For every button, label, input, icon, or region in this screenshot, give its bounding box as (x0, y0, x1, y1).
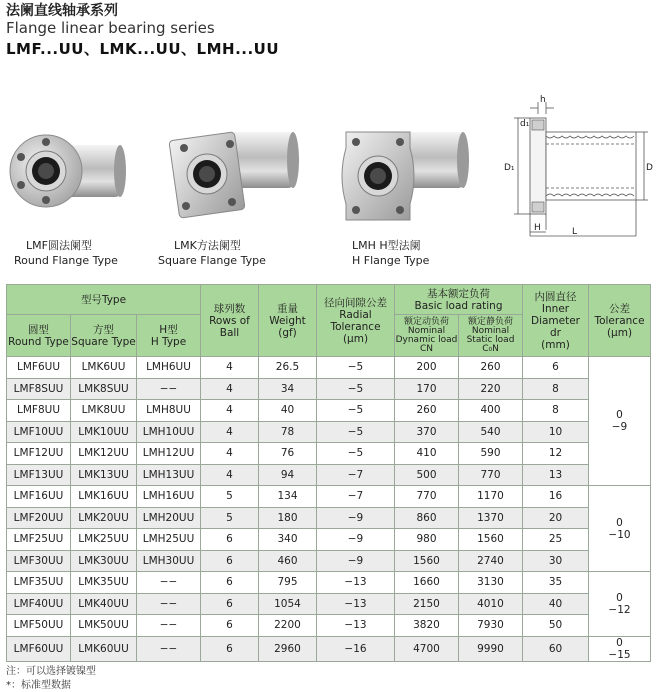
dyn-en2: Dynamic load (395, 334, 458, 345)
caption-en: Square Flange Type (158, 254, 266, 267)
table-cell: 2960 (259, 636, 317, 661)
table-cell: LMK40UU (71, 593, 137, 615)
table-cell: 6 (523, 357, 589, 379)
h-cn: H型 (159, 323, 178, 336)
table-cell: LMK30UU (71, 550, 137, 572)
table-cell: 2150 (395, 593, 459, 615)
note-standard: *：标准型数据 (6, 680, 71, 691)
dim-d1-label: d₁ (520, 119, 530, 129)
note-plating: 注：可以选择镀镍型 (6, 666, 96, 677)
inner-en1: Inner (541, 302, 570, 315)
tolerance-lower: −12 (608, 603, 631, 616)
tolerance-lower: −15 (608, 648, 631, 661)
sta-en1: Nominal (471, 325, 510, 336)
table-cell: 76 (259, 443, 317, 465)
table-row (7, 529, 651, 551)
table-cell: 50 (523, 615, 589, 637)
weight-header (259, 285, 317, 357)
table-cell: 860 (395, 507, 459, 529)
table-cell: 795 (259, 572, 317, 594)
table-cell: −13 (317, 615, 395, 637)
table-cell: LMH10UU (137, 421, 201, 443)
table-cell: LMK12UU (71, 443, 137, 465)
product-caption-square (158, 238, 266, 268)
table-cell: 94 (259, 464, 317, 486)
table-cell: 12 (523, 443, 589, 465)
table-cell: 26.5 (259, 357, 317, 379)
table-cell: 16 (523, 486, 589, 508)
inner-en2: Diameter (530, 314, 581, 327)
table-cell: 460 (259, 550, 317, 572)
tolerance-upper: 0 (616, 409, 623, 421)
table-cell: LMK35UU (71, 572, 137, 594)
table-cell: −7 (317, 464, 395, 486)
table-cell: 6 (201, 593, 259, 615)
table-cell: LMH8UU (137, 400, 201, 422)
dimension-diagram (500, 96, 652, 246)
table-row (7, 593, 651, 615)
table-cell: 220 (459, 378, 523, 400)
table-cell: 2200 (259, 615, 317, 637)
table-cell: 6 (201, 572, 259, 594)
table-cell: −13 (317, 572, 395, 594)
static-load-header (459, 315, 523, 357)
table-cell: 60 (523, 636, 589, 661)
table-row (7, 378, 651, 400)
table-cell: LMK13UU (71, 464, 137, 486)
table-cell: 134 (259, 486, 317, 508)
radial-unit: (μm) (342, 332, 369, 345)
spec-table-body (7, 357, 651, 662)
tolerance-header (589, 285, 651, 357)
table-cell: 30 (523, 550, 589, 572)
tolerance-cell (589, 357, 651, 486)
weight-cn: 重量 (277, 302, 298, 315)
table-cell: 4 (201, 357, 259, 379)
table-cell: 3130 (459, 572, 523, 594)
table-cell: LMK16UU (71, 486, 137, 508)
table-cell: 1170 (459, 486, 523, 508)
tolerance-upper: 0 (616, 591, 623, 604)
table-row (7, 357, 651, 379)
table-cell: 2740 (459, 550, 523, 572)
product-image-h-flange (340, 118, 475, 236)
table-cell: 1660 (395, 572, 459, 594)
tolerance-cell (589, 572, 651, 637)
table-cell: LMF50UU (7, 615, 71, 637)
product-caption-h (352, 238, 429, 268)
caption-en: Round Flange Type (14, 254, 118, 267)
tol-cn: 公差 (609, 302, 630, 315)
table-cell: 5 (201, 507, 259, 529)
table-row (7, 615, 651, 637)
inner-unit: (mm) (541, 338, 570, 351)
table-row (7, 550, 651, 572)
table-cell: 4 (201, 400, 259, 422)
table-cell: −− (137, 593, 201, 615)
table-cell: LMF30UU (7, 550, 71, 572)
model-header (7, 285, 201, 315)
square-en: Square Type (71, 335, 136, 348)
table-cell: 1370 (459, 507, 523, 529)
h-en: H Type (150, 335, 187, 348)
tolerance-upper: 0 (616, 636, 623, 649)
table-row (7, 443, 651, 465)
table-cell: 4 (201, 443, 259, 465)
table-cell: 260 (395, 400, 459, 422)
table-cell: 590 (459, 443, 523, 465)
table-cell: −13 (317, 593, 395, 615)
table-cell: LMH6UU (137, 357, 201, 379)
table-cell: LMK10UU (71, 421, 137, 443)
caption-cn: LMH H型法阑 (352, 239, 421, 252)
table-cell: LMK6UU (71, 357, 137, 379)
dim-H-label: H (534, 223, 541, 233)
table-cell: 10 (523, 421, 589, 443)
table-cell: LMF8SUU (7, 378, 71, 400)
table-cell: LMF16UU (7, 486, 71, 508)
round-cn: 圆型 (28, 323, 49, 336)
table-cell: 13 (523, 464, 589, 486)
table-cell: 6 (201, 550, 259, 572)
table-cell: 78 (259, 421, 317, 443)
radial-en2: Tolerance (330, 320, 381, 333)
product-caption-round (14, 238, 118, 268)
table-cell: LMF10UU (7, 421, 71, 443)
sta-unit: C₀N (482, 343, 499, 354)
table-cell: LMH13UU (137, 464, 201, 486)
table-cell: 170 (395, 378, 459, 400)
caption-cn: LMK方法阑型 (174, 239, 241, 252)
inner-cn: 内圆直径 (534, 290, 577, 303)
dim-D1-label: D₁ (504, 163, 515, 173)
product-image-square-flange (170, 114, 305, 234)
tolerance-cell (589, 486, 651, 572)
table-row (7, 400, 651, 422)
table-cell: −9 (317, 529, 395, 551)
table-cell: 200 (395, 357, 459, 379)
title-cn: 法阑直线轴承系列 (6, 3, 118, 19)
table-cell: LMK8SUU (71, 378, 137, 400)
table-cell: −5 (317, 400, 395, 422)
table-cell: 35 (523, 572, 589, 594)
table-cell: LMF8UU (7, 400, 71, 422)
tolerance-upper: 0 (616, 516, 623, 529)
balls-en1: Rows of (209, 314, 250, 327)
table-cell: 400 (459, 400, 523, 422)
tolerance-lower: −9 (611, 421, 628, 433)
table-cell: 6 (201, 636, 259, 661)
square-header (71, 315, 137, 357)
table-cell: −− (137, 636, 201, 661)
table-cell: 770 (395, 486, 459, 508)
title-en: Flange linear bearing series (6, 19, 215, 37)
caption-cn: LMF圆法阑型 (26, 239, 92, 252)
h-type-header (137, 315, 201, 357)
table-cell: 5 (201, 486, 259, 508)
table-cell: 4 (201, 421, 259, 443)
model-header-cn: 型号 (80, 293, 102, 306)
dyn-unit: CN (419, 343, 434, 354)
table-cell: LMF35UU (7, 572, 71, 594)
sta-en2: Static load (466, 334, 515, 345)
table-cell: LMH20UU (137, 507, 201, 529)
weight-en: Weight (269, 314, 306, 327)
dyn-en1: Nominal (407, 325, 446, 336)
caption-en: H Flange Type (352, 254, 430, 267)
table-cell: 9990 (459, 636, 523, 661)
load-cn: 基本额定负荷 (427, 287, 490, 300)
table-cell: 980 (395, 529, 459, 551)
spec-table (6, 284, 651, 662)
tol-unit: (μm) (606, 326, 633, 339)
table-cell: 6 (201, 529, 259, 551)
table-cell: LMF12UU (7, 443, 71, 465)
radial-cn: 径向间隙公差 (324, 296, 387, 309)
table-cell: 410 (395, 443, 459, 465)
tol-en: Tolerance (594, 314, 645, 327)
dyn-cn: 额定动负荷 (403, 316, 449, 327)
sta-cn: 额定静负荷 (467, 316, 513, 327)
radial-en1: Radial (339, 308, 372, 321)
table-cell: 25 (523, 529, 589, 551)
table-cell: 3820 (395, 615, 459, 637)
table-cell: LMH16UU (137, 486, 201, 508)
table-cell: 4010 (459, 593, 523, 615)
table-cell: 6 (201, 615, 259, 637)
table-cell: LMF25UU (7, 529, 71, 551)
table-cell: 7930 (459, 615, 523, 637)
table-cell: LMK60UU (71, 636, 137, 661)
model-header-en: Type (101, 293, 127, 306)
inner-header (523, 285, 589, 357)
table-cell: LMK8UU (71, 400, 137, 422)
table-cell: 340 (259, 529, 317, 551)
tolerance-lower: −10 (608, 528, 631, 541)
table-cell: LMK20UU (71, 507, 137, 529)
table-cell: 540 (459, 421, 523, 443)
table-cell: LMF40UU (7, 593, 71, 615)
table-row (7, 464, 651, 486)
radial-header (317, 285, 395, 357)
table-row (7, 486, 651, 508)
table-cell: −5 (317, 421, 395, 443)
table-row (7, 636, 651, 661)
title-models: LMF...UU、LMK...UU、LMH...UU (6, 40, 280, 58)
table-cell: LMH12UU (137, 443, 201, 465)
dim-L-label: L (572, 227, 578, 237)
table-cell: LMF6UU (7, 357, 71, 379)
table-cell: LMF20UU (7, 507, 71, 529)
table-cell: 770 (459, 464, 523, 486)
table-cell: −9 (317, 550, 395, 572)
load-header (395, 285, 523, 315)
table-cell: 260 (459, 357, 523, 379)
table-cell: −− (137, 615, 201, 637)
balls-header (201, 285, 259, 357)
table-cell: 8 (523, 378, 589, 400)
table-cell: −16 (317, 636, 395, 661)
table-cell: −− (137, 572, 201, 594)
table-cell: −5 (317, 378, 395, 400)
table-cell: LMK25UU (71, 529, 137, 551)
table-cell: 370 (395, 421, 459, 443)
table-row (7, 421, 651, 443)
table-cell: 4700 (395, 636, 459, 661)
square-cn: 方型 (93, 323, 114, 336)
table-cell: 4 (201, 378, 259, 400)
round-en: Round Type (8, 335, 69, 348)
table-cell: 8 (523, 400, 589, 422)
tolerance-cell (589, 636, 651, 661)
table-cell: 40 (523, 593, 589, 615)
table-cell: 34 (259, 378, 317, 400)
table-cell: −5 (317, 357, 395, 379)
table-cell: −9 (317, 507, 395, 529)
weight-unit: (gf) (278, 326, 297, 339)
round-header (7, 315, 71, 357)
table-cell: 4 (201, 464, 259, 486)
inner-sym: dr (550, 326, 561, 339)
table-cell: LMF13UU (7, 464, 71, 486)
table-cell: 1054 (259, 593, 317, 615)
table-cell: LMH30UU (137, 550, 201, 572)
table-cell: 180 (259, 507, 317, 529)
dynamic-load-header (395, 315, 459, 357)
table-row (7, 572, 651, 594)
table-cell: LMH25UU (137, 529, 201, 551)
table-cell: 1560 (459, 529, 523, 551)
load-en: Basic load rating (414, 299, 503, 312)
dim-D-label: D (646, 163, 653, 173)
table-cell: −7 (317, 486, 395, 508)
balls-en2: Ball (219, 326, 240, 339)
table-cell: 1560 (395, 550, 459, 572)
dim-h-label: h (540, 95, 546, 105)
table-cell: 40 (259, 400, 317, 422)
table-cell: −− (137, 378, 201, 400)
table-cell: LMK50UU (71, 615, 137, 637)
product-image-round-flange (8, 112, 128, 232)
table-cell: −5 (317, 443, 395, 465)
table-cell: LMF60UU (7, 636, 71, 661)
table-cell: 20 (523, 507, 589, 529)
table-cell: 500 (395, 464, 459, 486)
balls-cn: 球列数 (213, 302, 246, 315)
table-row (7, 507, 651, 529)
